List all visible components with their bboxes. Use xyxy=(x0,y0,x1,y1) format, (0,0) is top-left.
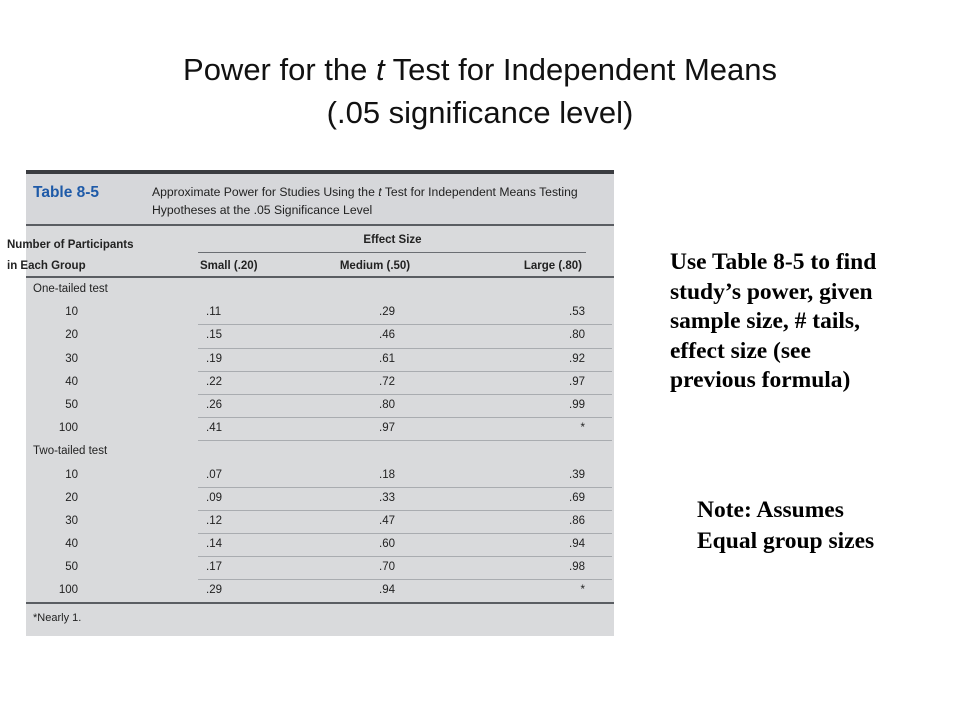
effect-size-rule xyxy=(198,252,586,253)
column-header-participants-sub: in Each Group xyxy=(7,260,86,272)
table-row: 40 .14 .60 .94 xyxy=(26,534,614,557)
column-header-effect-size: Effect Size xyxy=(363,234,422,246)
slide-title xyxy=(0,48,960,134)
column-header-large: Large (.80) xyxy=(523,260,582,272)
column-header-medium: Medium (.50) xyxy=(339,260,411,272)
section-label: Two-tailed test xyxy=(33,445,108,458)
section-label: One-tailed test xyxy=(33,283,108,295)
table-row: 40 .22 .72 .97 xyxy=(26,372,614,395)
column-header-participants: Number of Participants xyxy=(7,239,134,251)
table-row: 10 .07 .18 .39 xyxy=(26,465,614,488)
section-row-two-tailed xyxy=(26,441,614,464)
table-header-bar xyxy=(26,170,614,226)
header-divider xyxy=(26,276,614,278)
table-row: 20 .15 .46 .80 xyxy=(26,325,614,348)
table-row: 20 .09 .33 .69 xyxy=(26,488,614,511)
slide-title-line-2: (.05 significance level) xyxy=(326,95,634,130)
slide-title-line-1: Power for the t Test for Independent Means xyxy=(183,52,777,87)
table-body xyxy=(26,279,614,604)
table-row: 50 .26 .80 .99 xyxy=(26,395,614,418)
table-footnote: *Nearly 1. xyxy=(33,612,82,624)
footnote-divider xyxy=(26,602,614,604)
table-row: 10 .11 .29 .53 xyxy=(26,302,614,325)
table-caption: Approximate Power for Studies Using the t Test for Independent Means Testing Hypotheses at the .05 Significance Level xyxy=(152,185,578,217)
table-row: 100 .29 .94 * xyxy=(58,584,585,597)
section-row-one-tailed xyxy=(26,279,614,302)
table-row: 100 .41 .97 * xyxy=(26,418,614,441)
table-row: 30 .19 .61 .92 xyxy=(26,349,614,372)
table-row: 50 .17 .70 .98 xyxy=(26,557,614,580)
column-header-small: Small (.20) xyxy=(200,260,258,272)
table-row: 30 .12 .47 .86 xyxy=(26,511,614,534)
table-label: Table 8-5 xyxy=(33,184,100,201)
note-text: Note: Assumes Equal group sizes xyxy=(697,497,875,554)
italic-t: t xyxy=(376,52,385,87)
instruction-text: Use Table 8-5 to find study’s power, given sample size, # tails, effect size (see previous formula) xyxy=(670,249,877,393)
